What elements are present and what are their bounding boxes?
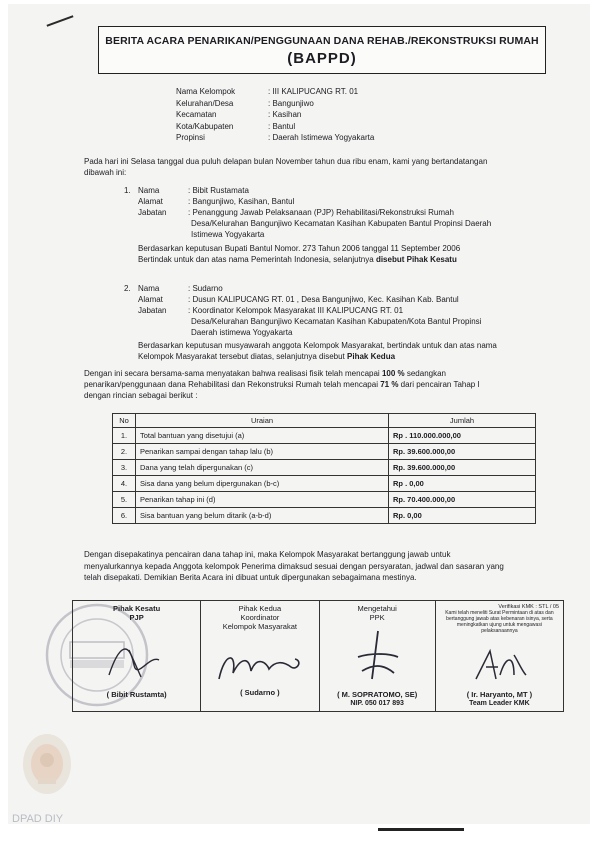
table-row: 5. Penarikan tahap ini (d) Rp. 70.400.000,00 <box>113 492 536 508</box>
regional-emblem-icon <box>20 728 74 798</box>
statement-paragraph: Dengan ini secara bersama-sama menyatakan bahwa realisasi fisik telah mencapai 100 % sedangkan penarikan/penggunaan dana Rehabilitasi dan Rekonstruksi Rumah telah mencapai 71 % dari pencairan Tahap I dengan rincian sebagai berikut : <box>84 369 480 400</box>
table-row: 3. Dana yang telah dipergunakan (c) Rp. 39.600.000,00 <box>113 460 536 476</box>
pjp-name: ( Bibit Rustamta) <box>106 690 167 699</box>
identity-row: Kota/Kabupaten : Bantul <box>176 121 296 131</box>
party1-role: disebut Pihak Kesatu <box>375 255 457 264</box>
watermark-text: DPAD DIY <box>12 813 64 825</box>
party1-number: 1. <box>124 186 131 195</box>
bottom-bar <box>378 828 464 831</box>
party2-basis: Berdasarkan keputusan musyawarah anggota Kelompok Masyarakat, bertindak untuk dan atas nama Kelompok Masyarakat tersebut diatas, selanjutnya disebut Pihak Kedua <box>138 341 497 361</box>
party1-block: Nama : Bibit Rustamata Alamat : Bangunjiwo, Kasihan, Bantul Jabatan : Penanggung Jawab Pelaksanaan (PJP) Rehabilitasi/Rekonstruksi Rumah Desa/Kelurahan Bangunjiwo Kecamatan Kasihan Kabupaten Bantul Propinsi Daerah Istimewa Yogyakarta <box>138 186 492 239</box>
kmk-role: Team Leader KMK <box>469 700 530 707</box>
signature-pihak-kesatu: Pihak Kesatu PJP ( Bibit Rustamta) <box>73 601 201 711</box>
identity-block <box>176 86 374 144</box>
table-header-row <box>113 414 536 428</box>
table-row: 1. Total bantuan yang disetujui (a) Rp . 110.000.000,00 <box>113 428 536 444</box>
signature-kmk-icon <box>470 645 530 685</box>
party1-basis: Berdasarkan keputusan Bupati Bantul Nomor. 273 Tahun 2006 tanggal 11 September 2006 Bertindak untuk dan atas nama Pemerintah Indonesia, selanjutnya disebut Pihak Kesatu <box>138 244 461 264</box>
document-title: BERITA ACARA PENARIKAN/PENGGUNAAN DANA REHAB./REKONSTRUKSI RUMAH <box>105 35 539 47</box>
signature-kmk <box>436 601 563 711</box>
signature-koordinator-icon <box>211 643 311 687</box>
verification-note: Kami telah meneliti Surat Permintaan di atas dan bertanggung jawab atas kebenaran isinya, serta meningkatkan ujung untuk mengawasi pelaksanaannya <box>445 610 554 634</box>
ppk-name: ( M. SOPRATOMO, SE) <box>337 690 418 699</box>
table-row: 4. Sisa dana yang belum dipergunakan (b-c) Rp . 0,00 <box>113 476 536 492</box>
document-abbreviation: (BAPPD) <box>287 50 357 67</box>
identity-row: Kelurahan/Desa : Bangunjiwo <box>176 98 314 108</box>
table-row: 6. Sisa bantuan yang belum ditarik (a-b-d) Rp. 0,00 <box>113 508 536 524</box>
signature-ppk: Mengetahui PPK ( M. SOPRATOMO, SE) NIP. 050 017 893 <box>320 601 436 711</box>
table-row: 2. Penarikan sampai dengan tahap lalu (b) Rp. 39.600.000,00 <box>113 444 536 460</box>
details-table <box>112 413 536 524</box>
signature-pihak-kedua: Pihak Kedua Koordinator Kelompok Masyarakat ( Sudarno ) <box>201 601 319 711</box>
signature-pjp-icon <box>99 635 179 685</box>
physical-progress: 100 % <box>381 369 405 378</box>
fund-progress: 71 % <box>380 380 399 389</box>
title-box <box>98 26 546 74</box>
party2-block: Nama : Sudarno Alamat : Dusun KALIPUCANG RT. 01 , Desa Bangunjiwo, Kec. Kasihan Kab. Bantul Jabatan : Koordinator Kelompok Masyarakat III KALIPUCANG RT. 01 Desa/Kelurahan Bangunjiwo Kecamatan Kasihan Kabupaten/Kota Bantul Propinsi Daerah istimewa Yogyakarta <box>138 284 482 337</box>
kmk-name: ( Ir. Haryanto, MT ) <box>466 690 533 699</box>
identity-row: Kecamatan : Kasihan <box>176 110 302 119</box>
ppk-nip: NIP. 050 017 893 <box>350 700 404 707</box>
identity-row: Nama Kelompok : III KALIPUCANG RT. 01 <box>176 87 359 96</box>
party2-role: Pihak Kedua <box>347 352 396 361</box>
signature-table <box>72 600 564 712</box>
verification-number: Verifikasi KMK : STL / 05 <box>498 604 560 610</box>
signature-ppk-icon <box>348 627 408 683</box>
intro-paragraph: Pada hari ini Selasa tanggal dua puluh delapan bulan November tahun dua ribu enam, kami yang bertandatangan dibawah ini: <box>84 157 488 177</box>
koordinator-name: ( Sudarno ) <box>240 688 280 697</box>
closing-paragraph: Dengan disepakatinya pencairan dana tahap ini, maka Kelompok Masyarakat bertanggung jawab untuk menyalurkannya kepada Anggota kelompok Penerima dimaksud sesuai dengan persyaratan, jadwal dan sasaran yang telah disepakati. Demikian Berita Acara ini dibuat untuk dipergunakan sebagaimana mestinya. <box>84 550 504 582</box>
header-no: No <box>113 414 136 428</box>
identity-row: Propinsi : Daerah Istimewa Yogyakarta <box>176 133 375 142</box>
party2-number: 2. <box>124 284 131 293</box>
header-uraian: Uraian <box>136 414 389 428</box>
header-jumlah: Jumlah <box>389 414 536 428</box>
